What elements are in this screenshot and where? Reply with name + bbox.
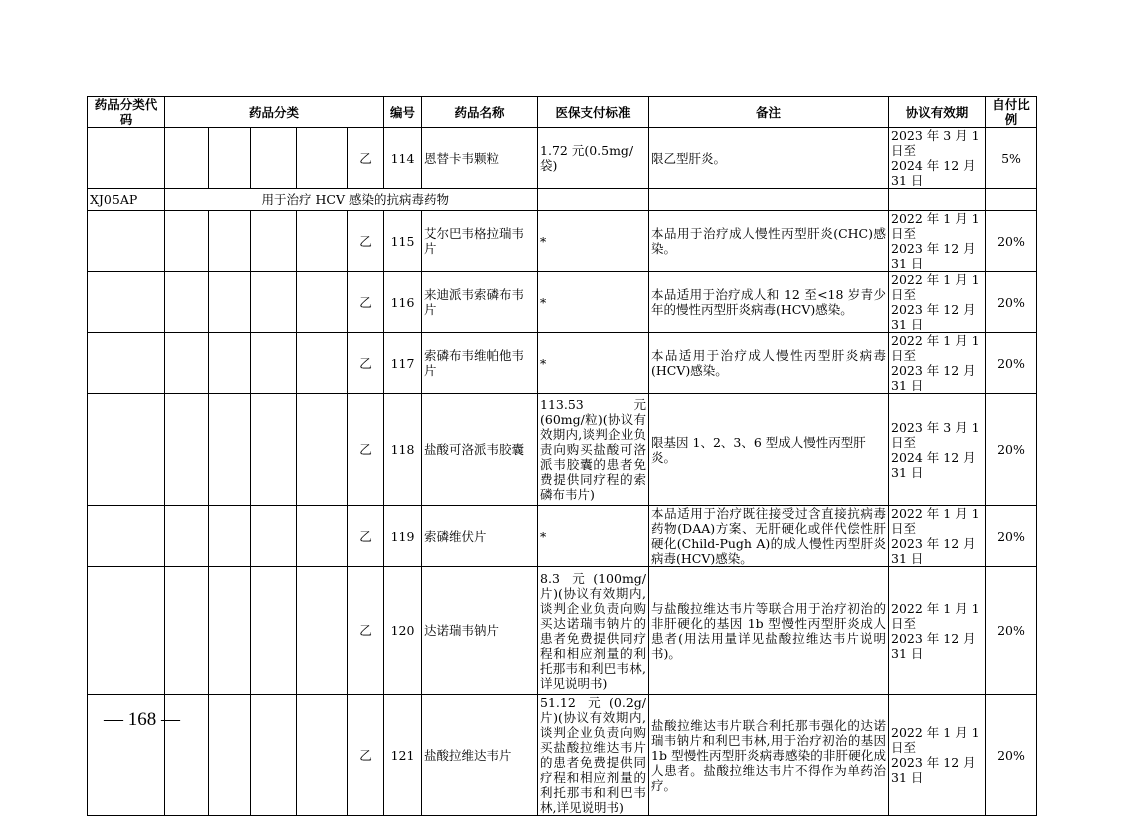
drug-name-cell: 艾尔巴韦格拉瑞韦片 — [422, 211, 538, 272]
number-cell: 121 — [384, 695, 422, 816]
number-cell: 119 — [384, 506, 422, 567]
validity-cell: 2022 年 1 月 1 日至 2023 年 12 月 31 日 — [889, 506, 986, 567]
remark-cell: 限基因 1、2、3、6 型成人慢性丙型肝炎。 — [649, 394, 889, 506]
validity-cell: 2022 年 1 月 1 日至 2023 年 12 月 31 日 — [889, 567, 986, 695]
class-cell: 乙 — [348, 394, 384, 506]
header-remarks: 备注 — [649, 97, 889, 128]
table-row — [88, 211, 1037, 272]
payment-cell: * — [538, 506, 649, 567]
class-cell: 乙 — [348, 567, 384, 695]
table-row — [88, 506, 1037, 567]
class-cell: 乙 — [348, 506, 384, 567]
remark-cell: 本品适用于治疗既往接受过含直接抗病毒药物(DAA)方案、无肝硬化或伴代偿性肝硬化(Child-Pugh A)的成人慢性丙型肝炎病毒(HCV)感染。 — [649, 506, 889, 567]
payment-cell: * — [538, 333, 649, 394]
ratio-cell: 20% — [986, 272, 1037, 333]
class-cell: 乙 — [348, 695, 384, 816]
section-row — [88, 189, 1037, 211]
ratio-cell: 20% — [986, 567, 1037, 695]
remark-cell: 本品用于治疗成人慢性丙型肝炎(CHC)感染。 — [649, 211, 889, 272]
ratio-cell: 20% — [986, 211, 1037, 272]
table-row — [88, 567, 1037, 695]
number-cell: 115 — [384, 211, 422, 272]
class-cell: 乙 — [348, 211, 384, 272]
class-cell: 乙 — [348, 272, 384, 333]
validity-cell: 2023 年 3 月 1 日至 2024 年 12 月 31 日 — [889, 394, 986, 506]
remark-cell: 与盐酸拉维达韦片等联合用于治疗初治的非肝硬化的基因 1b 型慢性丙型肝炎成人患者(用法用量详见盐酸拉维达韦片说明书)。 — [649, 567, 889, 695]
payment-cell: * — [538, 211, 649, 272]
validity-cell: 2022 年 1 月 1 日至 2023 年 12 月 31 日 — [889, 211, 986, 272]
table-row — [88, 272, 1037, 333]
ratio-cell: 20% — [986, 394, 1037, 506]
table-row — [88, 333, 1037, 394]
validity-cell: 2022 年 1 月 1 日至 2023 年 12 月 31 日 — [889, 272, 986, 333]
page-number: — 168 — — [104, 709, 180, 730]
drug-name-cell: 索磷布韦维帕他韦片 — [422, 333, 538, 394]
number-cell: 114 — [384, 128, 422, 189]
ratio-cell: 5% — [986, 128, 1037, 189]
header-validity: 协议有效期 — [889, 97, 986, 128]
remark-cell: 限乙型肝炎。 — [649, 128, 889, 189]
header-number: 编号 — [384, 97, 422, 128]
drug-name-cell: 盐酸可洛派韦胶囊 — [422, 394, 538, 506]
validity-cell: 2022 年 1 月 1 日至 2023 年 12 月 31 日 — [889, 333, 986, 394]
number-cell: 120 — [384, 567, 422, 695]
ratio-cell: 20% — [986, 695, 1037, 816]
payment-cell: * — [538, 272, 649, 333]
validity-cell: 2023 年 3 月 1 日至 2024 年 12 月 31 日 — [889, 128, 986, 189]
drug-name-cell: 达诺瑞韦钠片 — [422, 567, 538, 695]
drug-name-cell: 盐酸拉维达韦片 — [422, 695, 538, 816]
payment-cell: 113.53 元 (60mg/粒)(协议有效期内,谈判企业负责向购买盐酸可洛派韦胶囊的患者免费提供同疗程的索磷布韦片) — [538, 394, 649, 506]
table-row — [88, 128, 1037, 189]
header-row — [88, 97, 1037, 128]
table-row — [88, 695, 1037, 816]
validity-cell: 2022 年 1 月 1 日至 2023 年 12 月 31 日 — [889, 695, 986, 816]
class-cell: 乙 — [348, 333, 384, 394]
payment-cell: 1.72 元(0.5mg/袋) — [538, 128, 649, 189]
ratio-cell: 20% — [986, 333, 1037, 394]
class-cell: 乙 — [348, 128, 384, 189]
section-label: 用于治疗 HCV 感染的抗病毒药物 — [348, 189, 538, 211]
remark-cell: 本品适用于治疗成人慢性丙型肝炎病毒(HCV)感染。 — [649, 333, 889, 394]
remark-cell: 盐酸拉维达韦片联合利托那韦强化的达诺瑞韦钠片和利巴韦林,用于治疗初治的基因 1b 型慢性丙型肝炎病毒感染的非肝硬化成人患者。盐酸拉维达韦片不得作为单药治疗。 — [649, 695, 889, 816]
header-code: 药品分类代码 — [88, 97, 165, 128]
header-category: 药品分类 — [165, 97, 384, 128]
ratio-cell: 20% — [986, 506, 1037, 567]
remark-cell: 本品适用于治疗成人和 12 至<18 岁青少年的慢性丙型肝炎病毒(HCV)感染。 — [649, 272, 889, 333]
number-cell: 116 — [384, 272, 422, 333]
number-cell: 118 — [384, 394, 422, 506]
drug-name-cell: 索磷维伏片 — [422, 506, 538, 567]
payment-cell: 51.12 元(0.2g/片)(协议有效期内,谈判企业负责向购买盐酸拉维达韦片的患者免费提供同疗程和相应剂量的利托那韦和利巴韦林,详见说明书) — [538, 695, 649, 816]
drug-name-cell: 恩替卡韦颗粒 — [422, 128, 538, 189]
drug-name-cell: 来迪派韦索磷布韦片 — [422, 272, 538, 333]
header-payment: 医保支付标准 — [538, 97, 649, 128]
payment-cell: 8.3 元(100mg/片)(协议有效期内,谈判企业负责向购买达诺瑞韦钠片的患者免费提供同疗程和相应剂量的利托那韦和利巴韦林,详见说明书) — [538, 567, 649, 695]
header-ratio: 自付比例 — [986, 97, 1037, 128]
drug-table — [87, 96, 1037, 816]
number-cell: 117 — [384, 333, 422, 394]
table-row — [88, 394, 1037, 506]
header-name: 药品名称 — [422, 97, 538, 128]
section-code: XJ05AP — [88, 189, 165, 211]
